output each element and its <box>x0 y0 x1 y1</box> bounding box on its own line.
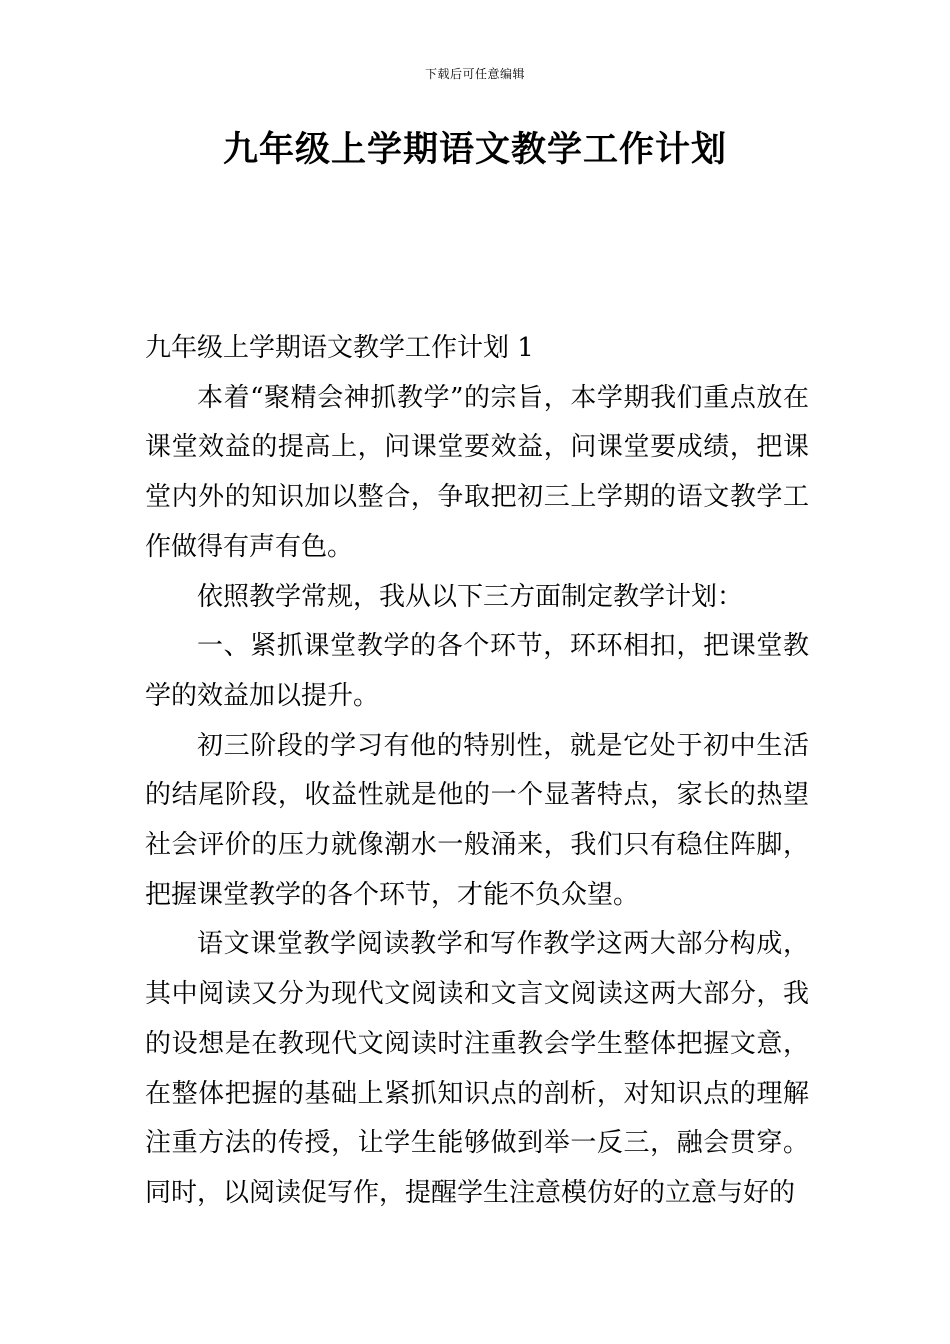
paragraph-5: 语文课堂教学阅读教学和写作教学这两大部分构成，其中阅读又分为现代文阅读和文言文阅读这两大部分，我的设想是在教现代文阅读时注重教会学生整体把握文意，在整体把握的基础上紧抓知识点的剖析，对知识点的理解注重方法的传授，让学生能够做到举一反三，融会贯穿。同时，以阅读促写作，提醒学生注意模仿好的立意与好的 <box>145 929 809 1208</box>
paragraph-1: 本着“聚精会神抓教学”的宗旨，本学期我们重点放在课堂效益的提高上，问课堂要效益，问课堂要成绩，把课堂内外的知识加以整合，争取把初三上学期的语文教学工作做得有声有色。 <box>145 382 809 562</box>
document-body <box>145 324 809 1219</box>
section-heading: 九年级上学期语文教学工作计划 1 <box>145 333 534 363</box>
document-title: 九年级上学期语文教学工作计划 <box>222 130 727 170</box>
header-note: 下载后可任意编辑 <box>424 67 525 81</box>
paragraph-3: 一、紧抓课堂教学的各个环节，环环相扣，把课堂教学的效益加以提升。 <box>145 631 809 711</box>
paragraph-2: 依照教学常规，我从以下三方面制定教学计划： <box>197 581 744 612</box>
paragraph-4: 初三阶段的学习有他的特别性，就是它处于初中生活的结尾阶段，收益性就是他的一个显著特点，家长的热望社会评价的压力就像潮水一般涌来，我们只有稳住阵脚，把握课堂教学的各个环节，才能不负众望。 <box>145 730 809 910</box>
